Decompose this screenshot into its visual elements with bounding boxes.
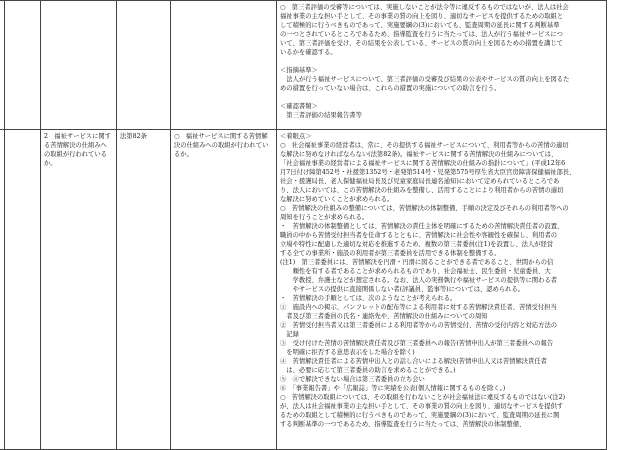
detail-line: めの措置を行っていない場合は、これらの措置の実施についての助言を行う。: [280, 85, 501, 92]
detail-line: 立場や特性に配慮した適切な対応を推進するため、複数の第三者委員(注1)を設置し、法人が経営: [280, 241, 554, 248]
detail-line: ・ 苦情解決の手順としては、次のようなことが考えられる。: [280, 295, 457, 302]
detail-line: 「社会福祉事業の経営者による福祉サービスに関する苦情解決の仕組みの指針について」(平成12年6: [280, 160, 566, 167]
detail-line: やサービスの提供に直接関係しない者(評議員、監事等)については、認められる。: [280, 286, 525, 293]
detail-line: (注1) 第三者委員には、苦情解決を円滑・円滑に図ることができる者であること、世間からの信: [280, 259, 554, 266]
table-row-third-party-evaluation: [0, 1, 607, 130]
detail-line: ○ 苦情解決の取組については、その取組を行わないことが社会福祉法に違反するものではない(注2): [280, 394, 566, 401]
detail-line: ⑥ 「事業報告書」や「広報誌」等に実績を公表(個人情報に関するものを除く。): [280, 385, 506, 392]
detail-line: な解決に努めていくことが求められる。: [280, 196, 394, 203]
check-cell: [171, 1, 277, 130]
item-cell: [41, 130, 117, 450]
item-cell: [41, 1, 117, 130]
detail-line: 頼性を有する者であることが求められるものであり、社会福祉士、民生委員・児童委員、大: [280, 268, 551, 275]
category-cell: [5, 130, 41, 450]
detail-line: ○ 苦情解決の仕組みの整備については、苦情解決の体制整備、手順の決定及びそれらの利用者等への: [280, 205, 569, 212]
table-row-complaint-resolution: [0, 130, 607, 450]
law-reference: 法第82条: [120, 133, 147, 140]
detail-line: は、必要に応じて第三者委員の助言を求めることができる。): [280, 367, 456, 374]
detail-line: ・ 苦情解決の体制整備としては、苦情解決の責任主体を明確にするための苦情解決責任者の設置、: [280, 223, 564, 230]
detail-line: して積極的に行うべきものであって、実施要綱の(3)においても、監査周期の延長に関する判断基準: [280, 22, 560, 29]
detail-line: ○ 第三者評価の受審等については、実施しないことが法令等に違反するものではないが、法人は社会: [280, 4, 569, 11]
check-cell: [171, 130, 277, 450]
detail-line: を明確に拒否する意思表示をした場合を除く): [280, 349, 415, 356]
detail-line: 者及び第三者委員の氏名・連絡先や、苦情解決の仕組みについての周知: [280, 313, 488, 320]
detail-line: るための取組として積極的に行うべきものであって、実施要綱の(3)において、監査周期の延長に関: [280, 412, 560, 419]
category-cell: [5, 1, 41, 130]
detail-line: ② 苦情受付担当者又は第三者委員による利用者等からの苦情受付、苦情の受付内容と対応方法の: [280, 322, 558, 329]
detail-line: 学教授、弁護士などが想定される。なお、法人の実務執行や福祉サービスの提供等に関わる者: [280, 277, 558, 284]
detail-line: ○ 社会福祉事業の経営者は、常に、その提供する福祉サービスについて、利用者等からの苦情の適切: [280, 142, 569, 149]
complaint-item-text: 2 福祉サービスに関する苦情解決の仕組みへの取組が行われているか。: [44, 133, 111, 167]
detail-line: 福祉事業の主な担い手として、その事業の質の向上を図り、適切なサービスを提供するための取組と: [280, 13, 564, 20]
law-cell: [117, 1, 171, 130]
detail-line: [280, 93, 603, 102]
detail-line: する判断基準の一つであるため、指導監査を行うに当たっては、苦情解決の体制整備、: [280, 421, 526, 428]
detail-line: の一つとされているところであるため、指導監査を行うに当たっては、法人が行う福祉サービスにつ: [280, 31, 563, 38]
detail-line: [280, 57, 603, 66]
detail-line: ③ 受け付けた苦情の苦情解決責任者及び第三者委員への報告(苦情申出人が第三者委員への報告: [280, 340, 554, 347]
detail-line: 第三者評価の結果報告書等: [280, 112, 362, 119]
detail-line: 周知を行うことが求められる。: [280, 214, 369, 221]
detail-line: ④ 苦情解決責任者による苦情申出人との話し合いによる解決(苦情申出人又は苦情解決責任者: [280, 358, 547, 365]
law-cell: [117, 130, 171, 450]
details-lines: [277, 1, 606, 122]
detail-line: ＜確認書類＞: [280, 103, 318, 110]
detail-line: な解決に努めなければならない(法第82条)。福祉サービスに関する苦情解決の仕組みについては、: [280, 151, 558, 158]
detail-line: 法人が行う福祉サービスについて、第三者評価の受審及び結果の公表やサービスの質の向上を図るた: [280, 76, 570, 83]
detail-line: 社会・援護局長、老人保健福祉局長及び児童家庭局長連名通知)において定められているところであ: [280, 178, 560, 185]
detail-line: ＜着眼点＞: [280, 133, 312, 140]
detail-line: ⑤ ④で解決できない場合は第三者委員の立ち会い: [280, 376, 425, 383]
detail-line: ① 施設内への掲示、パンフレットの配布等による利用者に対する苦情解決責任者、苦情受付担当: [280, 304, 557, 311]
detail-line: 記録: [280, 331, 299, 338]
check-point-text: ○ 福祉サービスに関する苦情解決の仕組みへの取組が行われているか。: [174, 133, 269, 158]
details-cell-third-party: [277, 1, 607, 130]
details-cell-complaint: [277, 130, 607, 450]
detail-line: り、法人においては、この苦情解決の仕組みを整備し、活用することにより利用者からの苦情の適切: [280, 187, 564, 194]
detail-line: 月7日付け障第452号・社援第1352号・老発第514号・児発第575号厚生省大臣官房障害保健福祉部長、: [280, 169, 576, 176]
detail-line: いるかを確認する。: [280, 49, 337, 56]
detail-line: ＜指摘基準＞: [280, 67, 318, 74]
detail-line: いて、第三者評価を受け、その結果を公表している、サービスの質の向上を図るための措置を講じて: [280, 40, 563, 47]
details-lines: [277, 130, 606, 431]
detail-line: する全ての事業所・施設の利用者が第三者委員を活用できる体制を整備する。: [280, 250, 501, 257]
detail-line: 職員の中から苦情受付担当者を任命するとともに、苦情解決に社会性や客観性を確保し、利用者の: [280, 232, 558, 239]
detail-line: が、法人は社会福祉事業の主な担い手として、その事業の質の向上を図り、適切なサービスを提供す: [280, 403, 564, 410]
